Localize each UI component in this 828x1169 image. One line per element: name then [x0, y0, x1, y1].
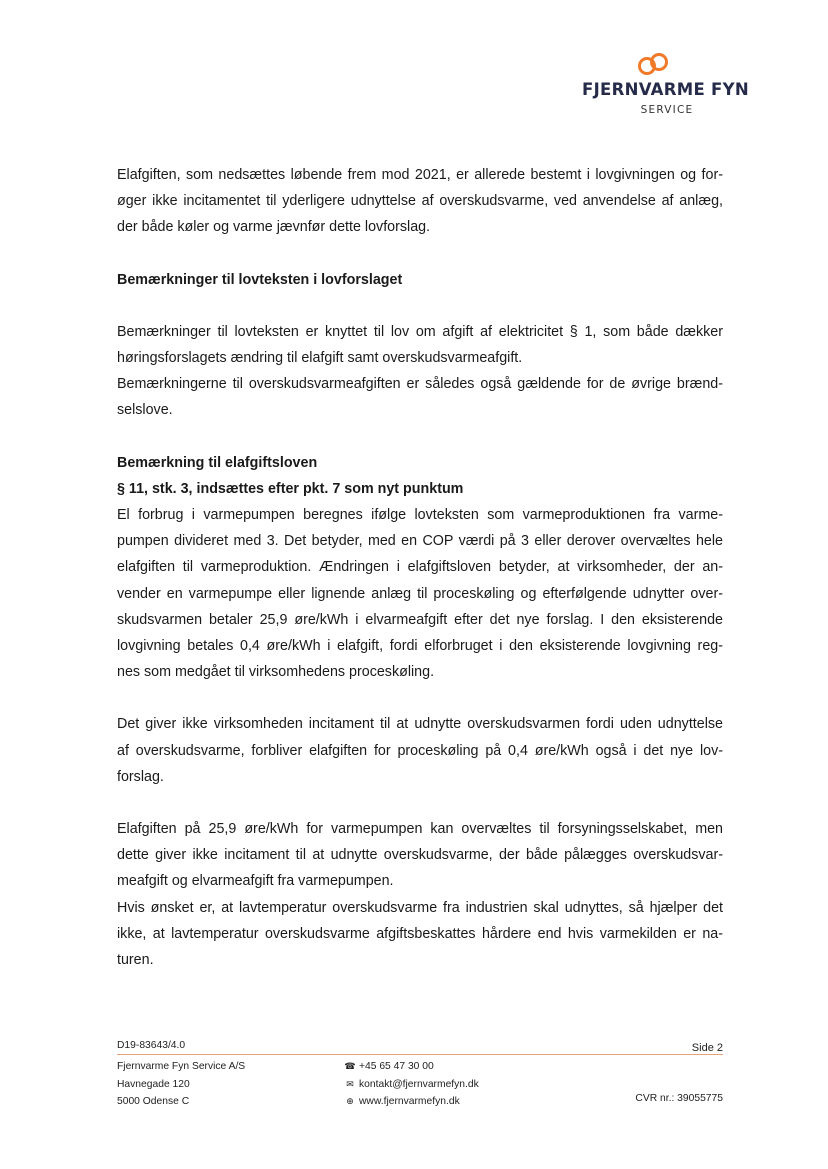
street-address: Havnegade 120 [117, 1078, 190, 1090]
text-line: Bemærkninger til lovteksten er knyttet til lov om afgift af elektricitet § 1, som både dækker [117, 323, 723, 340]
paragraph-3 [117, 450, 723, 686]
company-name: Fjernvarme Fyn Service A/S [117, 1061, 246, 1072]
text-line: turen. [117, 952, 154, 969]
web-link[interactable]: www.fjernvarmefyn.dk [359, 1096, 460, 1107]
paragraph-1 [117, 162, 723, 241]
document-id: D19-83643/4.0 [117, 1040, 186, 1051]
text-line: Det giver ikke virksomheden incitament til at udnytte overskudsvarmen fordi uden udnyttelse [117, 716, 723, 733]
subsection-heading: § 11, stk. 3, indsættes efter pkt. 7 som nyt punktum [117, 480, 464, 497]
footer-contact [344, 1058, 479, 1111]
text-line: forslag. [117, 768, 164, 785]
globe-icon: ⊕ [346, 1096, 354, 1106]
footer-address [117, 1058, 245, 1111]
cvr-number: CVR nr.: 39055775 [635, 1093, 723, 1104]
text-line: elafgiften til varmeproduktion. Ændringen i elafgiftsloven betyder, at virksomheder, der an- [117, 559, 723, 576]
page-footer [117, 1040, 723, 1120]
text-line: Bemærkningerne til overskudsvarmeafgiften er således også gældende for de øvrige brænd- [117, 376, 723, 393]
text-line: lovgivning betales 0,4 øre/kWh i elafgift, fordi elforbruget i den eksisterende lovgivning reg- [117, 638, 723, 655]
paragraph-2 [117, 319, 723, 424]
logo-rings-icon [634, 52, 674, 76]
text-line: selslove. [117, 402, 173, 419]
text-line: pumpen divideret med 3. Det betyder, med en COP værdi på 3 eller derover overvæltes hele [117, 533, 723, 550]
text-line: nes som medgået til virksomhedens proceskøling. [117, 664, 435, 681]
company-logo [578, 52, 749, 122]
paragraph-4 [117, 711, 723, 790]
text-line: der både køler og varme jævnfør dette lovforslag. [117, 219, 431, 236]
page-number: Side 2 [691, 1042, 723, 1054]
text-line: ikke, at lavtemperatur overskudsvarme afgiftsbeskattes hårdere end hvis varmekilden er na- [117, 925, 723, 942]
envelope-icon: ✉ [346, 1078, 354, 1089]
footer-divider [117, 1054, 723, 1055]
text-line: El forbrug i varmepumpen beregnes ifølge lovteksten som varmeproduktionen fra varme- [117, 507, 723, 524]
document-body [117, 162, 723, 999]
text-line: skudsvarmen betaler 25,9 øre/kWh i elvarmeafgift efter det nye forslag. I den eksisterende [117, 611, 723, 628]
text-line: af overskudsvarme, forbliver elafgiften for proceskøling på 0,4 øre/kWh også i det nye lov- [117, 742, 723, 759]
phone-icon: ☎ [344, 1061, 356, 1071]
subsection-heading: Bemærkning til elafgiftsloven [117, 454, 318, 471]
web-row[interactable] [344, 1093, 479, 1111]
city-address: 5000 Odense C [117, 1096, 190, 1107]
text-line: Hvis ønsket er, at lavtemperatur overskudsvarme fra industrien skal udnyttes, så hjælper det [117, 899, 723, 916]
email-row[interactable] [344, 1076, 479, 1094]
paragraph-5 [117, 816, 723, 973]
text-line: høringsforslagets ændring til elafgift samt overskudsvarmeafgift. [117, 350, 523, 367]
phone-row [344, 1058, 479, 1076]
text-line: Elafgiften, som nedsættes løbende frem mod 2021, er allerede bestemt i lovgivningen og for- [117, 167, 723, 183]
text-line: Elafgiften på 25,9 øre/kWh for varmepumpen kan overvæltes til forsyningsselskabet, men [117, 821, 723, 838]
section-heading [117, 267, 723, 293]
text-line: meafgift og elvarmeafgift fra varmepumpen. [117, 873, 394, 890]
heading-text: Bemærkninger til lovteksten i lovforslaget [117, 271, 403, 288]
text-line: øger ikke incitamentet til yderligere udnyttelse af overskudsvarme, ved anvendelse af anlæg, [117, 193, 723, 210]
text-line: dette giver ikke incitament til at udnytte overskudsvarme, der både pålægges overskudsvar- [117, 847, 723, 864]
logo-subtitle: SERVICE [640, 104, 694, 116]
text-line: vender en varmepumpe eller lignende anlæg til proceskøling og efterfølgende udnytter over- [117, 585, 723, 602]
phone-number: +45 65 47 30 00 [359, 1061, 434, 1072]
logo-name: FJERNVARME FYN [582, 80, 749, 99]
email-link[interactable]: kontakt@fjernvarmefyn.dk [359, 1078, 479, 1090]
